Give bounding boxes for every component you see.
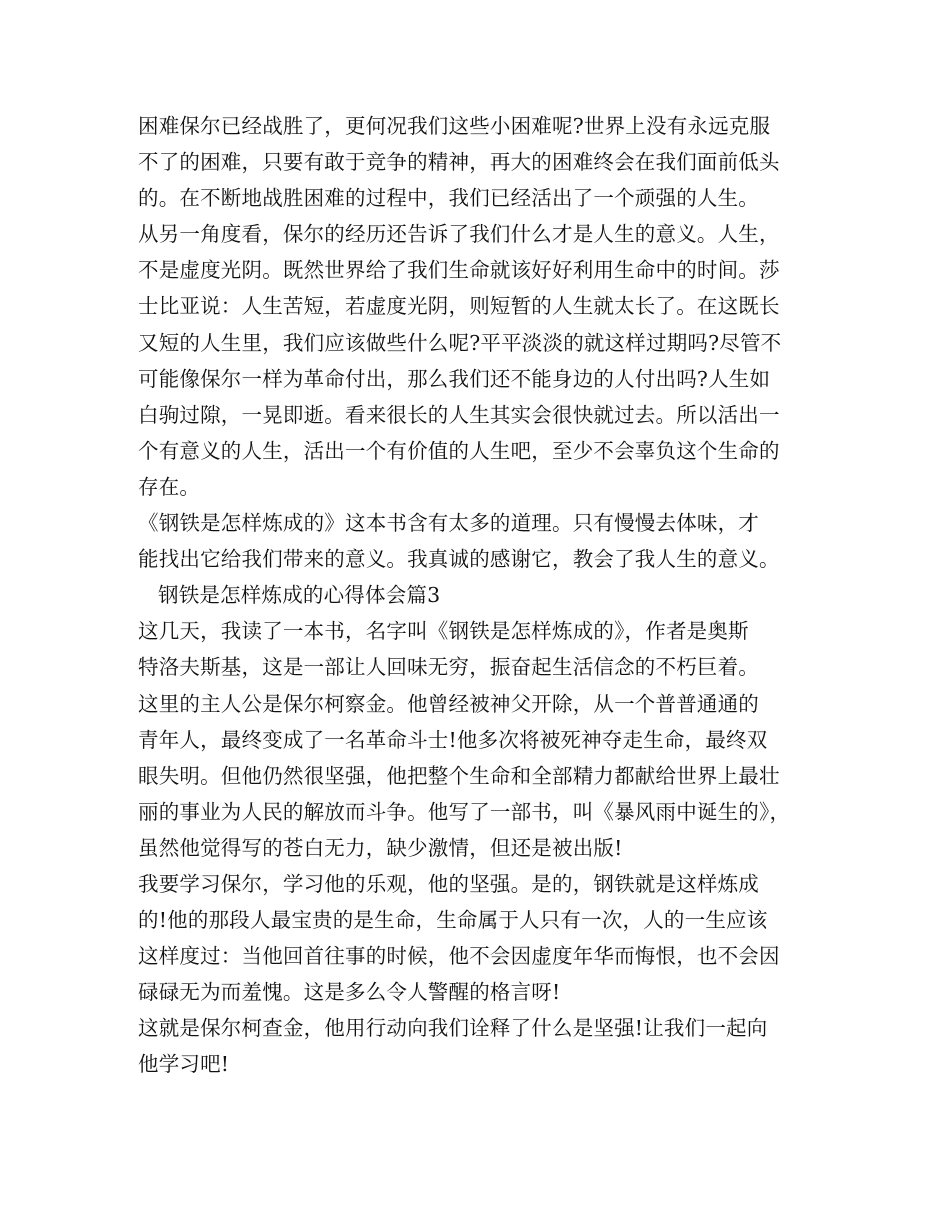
text-line: 青年人，最终变成了一名革命斗士!他多次将被死神夺走生命，最终双 [138,727,768,752]
text-line: 我要学习保尔，学习他的乐观，他的坚强。是的，钢铁就是这样炼成 [138,871,759,896]
text-line: 白驹过隙，一晃即逝。看来很长的人生其实会很快就过去。所以活出一 [138,402,780,427]
text-line: 虽然他觉得写的苍白无力，缺少激情，但还是被出版! [138,835,623,860]
text-line: 存在。 [138,474,201,499]
text-line: 他学习吧! [138,1052,230,1077]
text-line: 的!他的那段人最宝贵的是生命，生命属于人只有一次，人的一生应该 [138,908,768,933]
text-line: 特洛夫斯基，这是一部让人回味无穷，振奋起生活信念的不朽巨着。 [138,655,759,680]
text-line: 这里的主人公是保尔柯察金。他曾经被神父开除，从一个普普通通的 [138,691,759,716]
text-line: 这样度过：当他回首往事的时候，他不会因虚度年华而悔恨，也不会因 [138,944,780,969]
text-line: 能找出它给我们带来的意义。我真诚的感谢它，教会了我人生的意义。 [138,547,780,572]
text-line: 这就是保尔柯查金，他用行动向我们诠释了什么是坚强!让我们一起向 [138,1016,768,1041]
section-heading: 钢铁是怎样炼成的心得体会篇3 [158,583,441,608]
essay-body [138,108,828,1083]
text-line: 碌碌无为而羞愧。这是多么令人警醒的格言呀! [138,980,561,1005]
text-line: 这几天，我读了一本书，名字叫《钢铁是怎样炼成的》，作者是奥斯 [138,619,749,644]
text-line: 又短的人生里，我们应该做些什么呢?平平淡淡的就这样过期吗?尽管不 [138,330,782,355]
text-line: 丽的事业为人民的解放而斗争。他写了一部书，叫《暴风雨中诞生的》， [138,799,791,824]
text-line: 困难保尔已经战胜了，更何况我们这些小困难呢?世界上没有永远克服 [138,114,771,138]
text-line: 眼失明。但他仍然很坚强，他把整个生命和全部精力都献给世界上最壮 [138,763,780,788]
text-line: 不是虚度光阴。既然世界给了我们生命就该好好利用生命中的时间。莎 [138,258,780,283]
text-line: 的。在不断地战胜困难的过程中，我们已经活出了一个顽强的人生。 [138,186,759,211]
text-line: 士比亚说：人生苦短，若虚度光阴，则短暂的人生就太长了。在这既长 [138,294,780,319]
text-line: 可能像保尔一样为革命付出，那么我们还不能身边的人付出吗?人生如 [138,366,771,391]
text-line: 个有意义的人生，活出一个有价值的人生吧，至少不会辜负这个生命的 [138,438,780,463]
text-line: 不了的困难，只要有敢于竞争的精神，再大的困难终会在我们面前低头 [138,150,780,175]
text-line: 《钢铁是怎样炼成的》这本书含有太多的道理。只有慢慢去体味，才 [138,511,759,536]
text-line: 从另一角度看，保尔的经历还告诉了我们什么才是人生的意义。人生， [138,222,780,247]
